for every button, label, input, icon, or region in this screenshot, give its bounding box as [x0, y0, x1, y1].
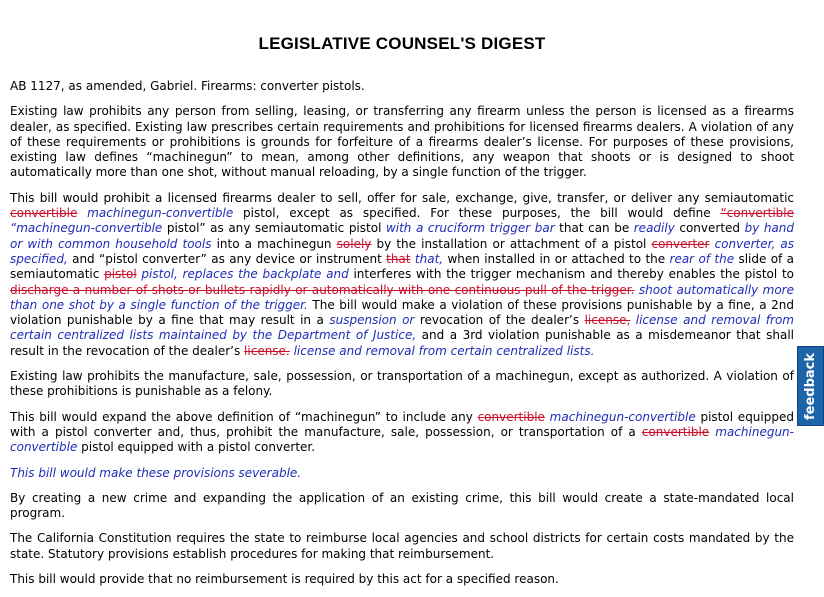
- inserted-text: machinegun-convertible: [549, 409, 696, 424]
- text-run: revocation of the dealer’s: [414, 313, 585, 328]
- text-run: AB 1127, as amended, Gabriel. Firearms: converter pistols.: [10, 79, 365, 93]
- inserted-text: suspension or: [329, 313, 415, 328]
- inserted-text: pistol, replaces the backplate and: [141, 267, 349, 282]
- text-run: This bill would expand the above definition of “machinegun” to include any: [10, 409, 478, 424]
- text-run: interferes with the trigger mechanism and thereby enables the pistol to: [348, 267, 794, 282]
- deleted-text: that: [386, 251, 411, 266]
- deleted-text: solely: [336, 236, 372, 251]
- inserted-text: This bill would make these provisions severable.: [10, 465, 302, 480]
- inserted-text: converter, as specified,: [10, 236, 794, 266]
- text-run: by the installation or attachment of a pistol: [371, 236, 652, 251]
- inserted-text: “machinegun-convertible: [10, 221, 163, 236]
- digest-paragraph: [10, 369, 794, 400]
- inserted-text: that,: [414, 251, 444, 266]
- deleted-text: discharge a number of shots or bullets rapidly or automatically with one continuous pull of the trigger.: [10, 282, 635, 297]
- feedback-tab[interactable]: [797, 346, 824, 426]
- digest-paragraph: [10, 410, 794, 456]
- text-run: The California Constitution requires the state to reimburse local agencies and school districts for certain costs mandated by the state. Statutory provisions establish procedures for making that reimbursement.: [10, 531, 794, 561]
- digest-paragraph: [10, 491, 794, 522]
- deleted-text: pistol: [104, 267, 137, 282]
- digest-title: LEGISLATIVE COUNSEL'S DIGEST: [258, 34, 546, 53]
- digest-body: [10, 79, 794, 597]
- digest-paragraph: [10, 531, 794, 562]
- text-run: pistol, except as specified. For these purposes, the bill would define: [233, 206, 721, 221]
- digest-paragraph: [10, 466, 794, 481]
- inserted-text: license and removal from certain centralized lists maintained by the Department of Justice,: [10, 313, 794, 343]
- deleted-text: license,: [584, 313, 631, 328]
- inserted-text: readily: [633, 221, 675, 236]
- text-run: Existing law prohibits the manufacture, sale, possession, or transportation of a machinegun, except as authorized. A violation of these prohibitions is punishable as a felony.: [10, 369, 794, 399]
- digest-paragraph: [10, 191, 794, 359]
- inserted-text: rear of the: [669, 251, 735, 266]
- text-run: pistol” as any semiautomatic pistol: [162, 221, 386, 236]
- deleted-text: “convertible: [720, 206, 794, 221]
- deleted-text: convertible: [10, 206, 78, 221]
- deleted-text: convertible: [641, 424, 710, 439]
- text-run: By creating a new crime and expanding the application of an existing crime, this bill would create a state-mandated local program.: [10, 490, 794, 521]
- feedback-label: feedback: [803, 352, 818, 420]
- text-run: This bill would provide that no reimbursement is required by this act for a specified reason.: [10, 572, 559, 587]
- text-run: The bill would make a violation of these provisions punishable by a fine, a 2nd violation punishable by a fine that may result in a: [10, 297, 794, 328]
- digest-paragraph: [10, 572, 794, 587]
- text-run: that can be: [554, 221, 634, 236]
- inserted-text: machinegun-convertible: [10, 424, 794, 455]
- text-run: converted: [674, 221, 745, 236]
- digest-paragraph: [10, 104, 794, 180]
- text-run: pistol equipped with a pistol converter.: [77, 440, 316, 455]
- inserted-text: license and removal from certain centralized lists.: [293, 343, 595, 358]
- inserted-text: with a cruciform trigger bar: [385, 221, 555, 236]
- text-run: into a machinegun: [211, 236, 337, 251]
- text-run: [77, 206, 87, 220]
- text-run: pistol equipped with a pistol converter and, thus, prohibit the manufacture, sale, possession, or transportation of a: [10, 409, 794, 439]
- inserted-text: machinegun-convertible: [87, 206, 234, 221]
- inserted-text: by hand or with common household tools: [10, 221, 795, 251]
- text-run: Existing law prohibits any person from selling, leasing, or transferring any firearm unless the person is licensed as a firearms dealer, as specified. Existing law prescribes certain requirements and prohibitions for licensed firearms dealers. A violation of any of these requirements or prohibitions is grounds for forfeiture of a firearms dealer’s license. For purposes of these provisions, existing law defines “machinegun” to mean, among other definitions, any weapon that shoots or is designed to shoot automatically more than one shot, without manual reloading, by a single function of the trigger.: [10, 104, 794, 180]
- inserted-text: shoot automatically more than one shot by a single function of the trigger.: [10, 282, 794, 312]
- deleted-text: convertible: [477, 409, 545, 424]
- deleted-text: converter: [651, 236, 710, 251]
- text-run: This bill would prohibit a licensed firearms dealer to sell, offer for sale, exchange, give, transfer, or deliver any semiautomatic: [10, 190, 794, 205]
- text-run: slide of a semiautomatic: [10, 251, 794, 282]
- text-run: and a 3rd violation punishable as a misdemeanor that shall result in the revocation of the dealer’s: [10, 328, 794, 358]
- text-run: and “pistol converter” as any device or instrument: [67, 251, 387, 266]
- digest-paragraph: [10, 79, 794, 94]
- text-run: when installed in or attached to the: [443, 251, 670, 266]
- deleted-text: license.: [244, 343, 290, 358]
